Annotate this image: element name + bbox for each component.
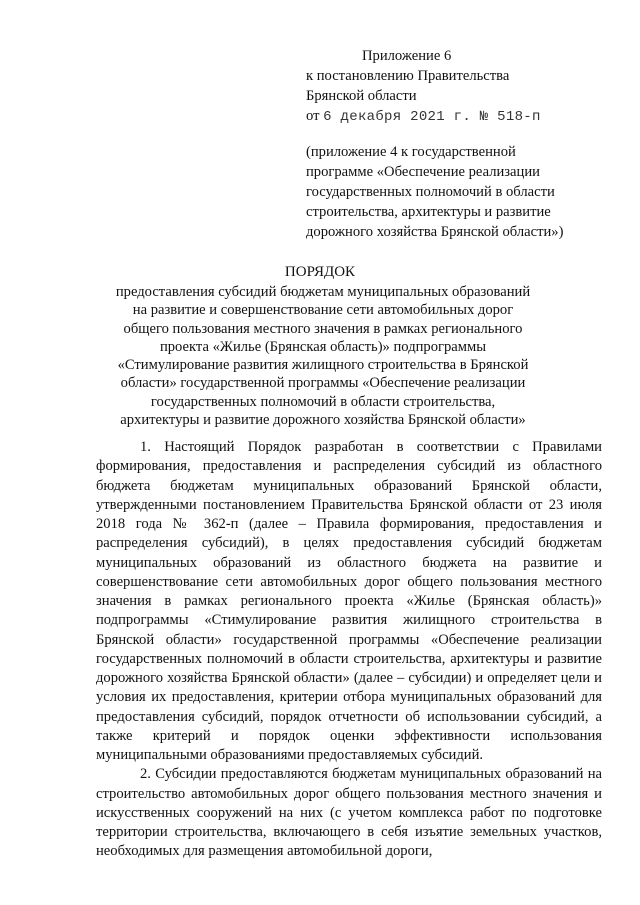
subtitle-line: области» государственной программы «Обеспечение реализации — [120, 375, 526, 392]
document-body — [96, 438, 602, 862]
appendix-number: Приложение 6 — [362, 48, 452, 64]
subtitle-line: на развитие и совершенствование сети автомобильных дорог — [132, 302, 514, 319]
appendix-date-value: 6 декабря 2021 г. № 518-п — [323, 109, 541, 125]
body-paragraph-2: 2. Субсидии предоставляются бюджетам муниципальных образований на строительство автомобильных дорог общего пользования местного значения и искусственных сооружений на них (с учетом комплекса работ по подготовке территории строительства, включающего в себя изъятие земельных участков, необходимых для размещения автомобильной дороги, — [96, 766, 602, 860]
subtitle-line: государственных полномочий в области строительства, — [150, 393, 496, 410]
program-note — [306, 142, 606, 242]
subtitle-line: проекта «Жилье (Брянская область)» подпрограммы — [159, 338, 487, 355]
appendix-date-line — [306, 106, 606, 127]
program-note-line: (приложение 4 к государственной — [306, 144, 516, 160]
document-title: ПОРЯДОК — [284, 264, 356, 280]
program-note-line: дорожного хозяйства Брянской области») — [306, 224, 564, 240]
subtitle-line: предоставления субсидий бюджетам муниципальных образований — [115, 284, 531, 300]
body-paragraph-1: 1. Настоящий Порядок разработан в соответствии с Правилами формирования, предоставления и распределения субсидий из областного бюджета бюджетам муниципальных образований Брянской области, утвержденными постановлением Правительства Брянской области от 23 июля 2018 года № 362-п (далее – Правила формирования, предоставления и распределения субсидий), в целях предоставления субсидий бюджетам муниципальных образований из областного бюджета на развитие и совершенствование сети автомобильных дорог общего пользования местного значения в рамках регионального проекта «Жилье (Брянская область)» подпрограммы «Стимулирование развития жилищного строительства в Брянской области» государственной программы «Обеспечение реализации государственных полномочий в области строительства, архитектуры и развитие дорожного хозяйства Брянской области» (далее – субсидии) и определяет цели и условия их предоставления, критерии отбора муниципальных образований для предоставления субсидий, порядок отчетности об использовании субсидий, а также критерий и порядок оценки эффективности использования муниципальными образованиями предоставляемых субсидий. — [96, 439, 602, 763]
appendix-region: Брянской области — [306, 88, 417, 104]
program-note-line: программе «Обеспечение реализации — [306, 164, 540, 180]
program-note-line: строительства, архитектуры и развитие — [306, 204, 551, 220]
appendix-date-prefix: от — [306, 108, 320, 124]
program-note-line: государственных полномочий в области — [306, 184, 555, 200]
appendix-resolution: к постановлению Правительства — [306, 68, 510, 84]
subtitle-line: общего пользования местного значения в рамках регионального — [123, 320, 523, 337]
subtitle-line: «Стимулирование развития жилищного строительства в Брянской — [117, 357, 529, 374]
document-subtitle — [90, 283, 556, 429]
subtitle-line: архитектуры и развитие дорожного хозяйства Брянской области» — [120, 412, 526, 429]
appendix-header — [306, 46, 606, 127]
